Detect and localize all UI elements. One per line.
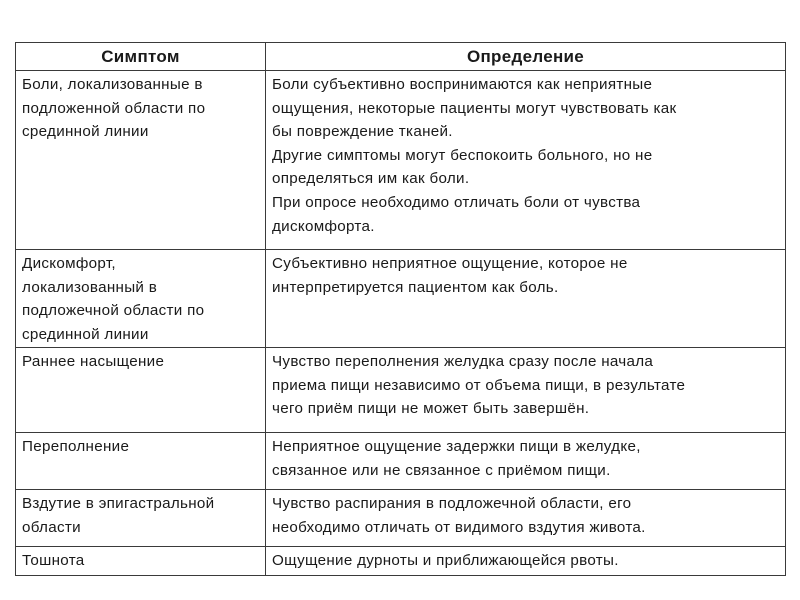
definition-line: Неприятное ощущение задержки пищи в желудке, <box>272 438 641 455</box>
definition-line: Боли субъективно воспринимаются как неприятные <box>272 76 653 93</box>
table-row <box>16 547 786 576</box>
symptom-cell <box>16 490 266 547</box>
symptom-line: Вздутие в эпигастральной <box>22 495 215 512</box>
definition-line: Субъективно неприятное ощущение, которое не <box>272 255 628 272</box>
symptom-line: подложенной области по <box>22 99 206 117</box>
symptom-cell <box>16 547 266 576</box>
table-row <box>16 433 786 490</box>
definition-cell <box>266 250 786 348</box>
definition-cell <box>266 547 786 576</box>
symptom-line: срединной линии <box>22 123 149 141</box>
definition-cell <box>266 348 786 433</box>
symptom-line: локализованный в <box>22 278 158 296</box>
definition-line: Чувство распирания в подложечной области, его <box>272 495 632 512</box>
table-row <box>16 348 786 433</box>
symptom-line: подложечной области по <box>22 302 205 320</box>
definition-line: определяться им как боли. <box>272 170 470 188</box>
definition-cell <box>266 71 786 250</box>
definition-line: бы повреждение тканей. <box>272 123 453 141</box>
definition-line: чего приём пищи не может быть завершён. <box>272 400 590 418</box>
symptom-cell <box>16 250 266 348</box>
symptom-definition-table <box>15 42 786 576</box>
table-row <box>16 490 786 547</box>
definition-line: необходимо отличать от видимого вздутия живота. <box>272 518 646 536</box>
header-definition: Определение <box>266 43 786 71</box>
definition-line: интерпретируется пациентом как боль. <box>272 278 559 296</box>
table-row <box>16 250 786 348</box>
definition-line: Чувство переполнения желудка сразу после начала <box>272 353 654 370</box>
symptom-line: Дискомфорт, <box>22 255 116 272</box>
symptom-line: Раннее насыщение <box>22 353 165 370</box>
definition-line: связанное или не связанное с приёмом пищи. <box>272 461 611 479</box>
definition-line: ощущения, некоторые пациенты могут чувствовать как <box>272 99 677 117</box>
definition-cell <box>266 490 786 547</box>
symptom-line: срединной линии <box>22 325 149 343</box>
definition-line: Ощущение дурноты и приближающейся рвоты. <box>272 552 619 569</box>
symptom-line: области <box>22 518 81 536</box>
definition-line: дискомфорта. <box>272 217 375 235</box>
definition-line: При опросе необходимо отличать боли от чувства <box>272 193 641 211</box>
symptom-line: Боли, локализованные в <box>22 76 203 93</box>
symptom-line: Переполнение <box>22 438 130 455</box>
symptom-cell <box>16 348 266 433</box>
table-row <box>16 71 786 250</box>
symptom-cell <box>16 71 266 250</box>
definition-line: Другие симптомы могут беспокоить больного, но не <box>272 146 653 164</box>
symptom-line: Тошнота <box>22 552 85 569</box>
definition-line: приема пищи независимо от объема пищи, в результате <box>272 376 686 394</box>
header-symptom: Симптом <box>16 43 266 71</box>
symptom-cell <box>16 433 266 490</box>
table-header-row <box>16 43 786 71</box>
definition-cell <box>266 433 786 490</box>
